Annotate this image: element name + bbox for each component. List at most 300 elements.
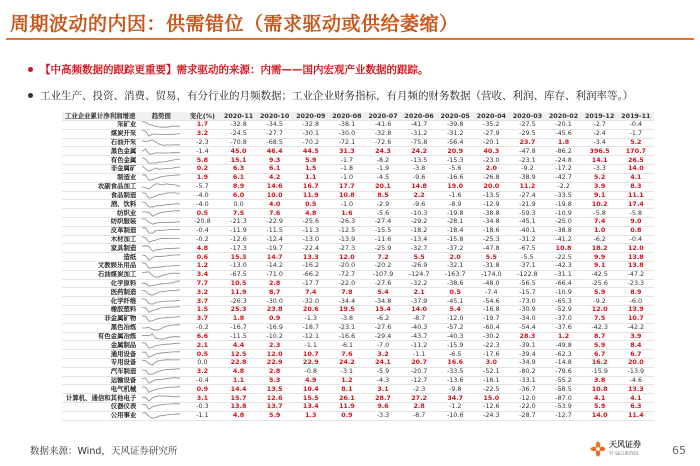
bullet-dot-icon	[28, 67, 33, 72]
value-cell: -9.6	[401, 173, 437, 182]
value-cell: -10.9	[545, 288, 581, 297]
value-cell: -22.0	[329, 279, 365, 288]
value-cell: -0.4	[618, 235, 654, 244]
value-cell: 1.1	[293, 173, 329, 182]
value-cell: -27.6	[365, 323, 401, 332]
value-cell: -9.6	[401, 200, 437, 209]
change-cell: -0.2	[184, 235, 220, 244]
change-cell: 3.7	[184, 314, 220, 323]
value-cell: -17.3	[221, 244, 257, 253]
value-cell: 10.0	[257, 191, 293, 200]
value-cell: 13.7	[257, 403, 293, 412]
value-cell: 34.7	[437, 394, 473, 403]
trend-sparkline	[138, 209, 184, 218]
trend-sparkline	[138, 323, 184, 332]
value-cell: -72.6	[365, 138, 401, 147]
value-cell: -1.3	[293, 314, 329, 323]
value-cell: -19.8	[437, 209, 473, 218]
value-cell: -23.3	[618, 279, 654, 288]
value-cell: 7.8	[329, 288, 365, 297]
value-cell: -4.3	[365, 376, 401, 385]
change-cell: -0.4	[184, 226, 220, 235]
value-cell: -16.6	[329, 332, 365, 341]
sparkline-path	[142, 369, 180, 374]
value-cell: -16.1	[473, 376, 509, 385]
value-cell: 15.1	[221, 156, 257, 165]
column-header: 2020-04	[473, 112, 509, 121]
sparkline-path	[142, 193, 180, 198]
value-cell: -70.8	[221, 138, 257, 147]
value-cell: 14.8	[401, 182, 437, 191]
value-cell: -67.5	[221, 270, 257, 279]
value-cell: -12.0	[437, 314, 473, 323]
value-cell: -41.2	[545, 235, 581, 244]
value-cell: 2.0	[473, 165, 509, 174]
value-cell: -37.1	[509, 262, 545, 271]
value-cell: -20.7	[401, 367, 437, 376]
data-source: 数据来源：Wind，天风证券研究所	[30, 446, 178, 457]
sparkline-path	[142, 413, 180, 418]
table-row	[62, 306, 654, 315]
table-row	[62, 411, 654, 420]
value-cell: 44.5	[293, 147, 329, 156]
value-cell: -10.6	[437, 411, 473, 420]
value-cell: 6.1	[257, 165, 293, 174]
value-cell: -8.2	[365, 156, 401, 165]
table-row	[62, 288, 654, 297]
value-cell: -13.9	[618, 367, 654, 376]
value-cell: -15.9	[437, 341, 473, 350]
sparkline-path	[142, 140, 180, 145]
value-cell: -27.7	[257, 129, 293, 138]
value-cell: -163.7	[437, 270, 473, 279]
value-cell: 7.6	[329, 350, 365, 359]
value-cell: 1.2	[545, 332, 581, 341]
value-cell: -52.1	[473, 367, 509, 376]
industry-name: 仪器仪表	[62, 403, 138, 412]
value-cell: 4.8	[221, 367, 257, 376]
value-cell: -2.9	[365, 200, 401, 209]
value-cell: 4.2	[257, 173, 293, 182]
value-cell: -13.5	[401, 156, 437, 165]
value-cell: 8.4	[618, 341, 654, 350]
value-cell: -19.7	[257, 244, 293, 253]
industry-name: 通用设备	[62, 350, 138, 359]
value-cell: -27.4	[365, 217, 401, 226]
value-cell: -30.0	[257, 297, 293, 306]
value-cell: -0.8	[293, 367, 329, 376]
table-row	[62, 314, 654, 323]
value-cell: 13.8	[618, 262, 654, 271]
value-cell: 14.0	[618, 165, 654, 174]
value-cell: -32.8	[221, 121, 257, 130]
value-cell: -12.7	[545, 411, 581, 420]
value-cell: -12.7	[401, 376, 437, 385]
value-cell: -40.3	[401, 323, 437, 332]
industry-name: 农副食品加工	[62, 182, 138, 191]
value-cell: -24.8	[545, 156, 581, 165]
value-cell: -45.6	[545, 129, 581, 138]
table-row	[62, 403, 654, 412]
value-cell: 12.6	[257, 394, 293, 403]
value-cell: -66.4	[545, 279, 581, 288]
sparkline-path	[142, 166, 180, 171]
sparkline-path	[142, 157, 180, 162]
value-cell: -3.3	[365, 411, 401, 420]
trend-sparkline	[138, 385, 184, 394]
value-cell: 15.3	[221, 253, 257, 262]
value-cell: 0.9	[329, 411, 365, 420]
industry-name: 电气机械	[62, 385, 138, 394]
value-cell: -40.1	[509, 226, 545, 235]
value-cell: -2.7	[582, 121, 618, 130]
value-cell: -26.3	[329, 217, 365, 226]
value-cell: 1.8	[545, 138, 581, 147]
trend-sparkline	[138, 376, 184, 385]
value-cell: 19.5	[329, 306, 365, 315]
industry-name: 专用设备	[62, 358, 138, 367]
value-cell: 4.1	[618, 173, 654, 182]
sparkline-path	[142, 343, 180, 348]
change-cell: -0.4	[184, 376, 220, 385]
industry-name: 石油煤炭加工	[62, 270, 138, 279]
value-cell: -13.5	[473, 191, 509, 200]
industry-name: 汽车制造	[62, 367, 138, 376]
value-cell: 40.3	[473, 147, 509, 156]
value-cell: 31.3	[329, 147, 365, 156]
value-cell: -41.6	[365, 121, 401, 130]
value-cell: 10.4	[293, 385, 329, 394]
value-cell: -33.5	[437, 367, 473, 376]
industry-name: 橡胶塑料	[62, 306, 138, 315]
value-cell: -3.8	[329, 314, 365, 323]
industry-name: 食品制造	[62, 191, 138, 200]
sparkline-path	[142, 254, 180, 259]
bullet-dot-icon	[28, 93, 33, 98]
value-cell: 4.4	[221, 341, 257, 350]
table-row	[62, 217, 654, 226]
value-cell: 6.1	[221, 173, 257, 182]
value-cell: 11.1	[618, 191, 654, 200]
value-cell: -38.1	[329, 121, 365, 130]
value-cell: -13.6	[437, 376, 473, 385]
industry-name: 计算机、通信和其他电子	[62, 394, 138, 403]
value-cell: 8.1	[329, 385, 365, 394]
value-cell: -20.0	[329, 262, 365, 271]
value-cell: 5.5	[473, 253, 509, 262]
value-cell: 6.7	[618, 350, 654, 359]
trend-sparkline	[138, 191, 184, 200]
value-cell: 7.4	[582, 217, 618, 226]
value-cell: -6.2	[582, 235, 618, 244]
value-cell: 2.8	[257, 367, 293, 376]
value-cell: 1.0	[582, 226, 618, 235]
table-header-row	[62, 112, 654, 121]
value-cell: -6.0	[618, 297, 654, 306]
change-cell: 3.2	[184, 288, 220, 297]
value-cell: -25.6	[582, 279, 618, 288]
value-cell: -5.8	[582, 209, 618, 218]
value-cell: -37.0	[545, 314, 581, 323]
column-header: 2020-10	[257, 112, 293, 121]
value-cell: -32.1	[437, 262, 473, 271]
value-cell: -33.1	[509, 376, 545, 385]
value-cell: -34.4	[329, 297, 365, 306]
value-cell: 45.0	[221, 147, 257, 156]
value-cell: -7.4	[473, 288, 509, 297]
industry-name: 煤炭开采	[62, 129, 138, 138]
value-cell: -42.3	[545, 262, 581, 271]
value-cell: -72.7	[329, 270, 365, 279]
industry-name: 有色金属	[62, 156, 138, 165]
value-cell: -17.7	[293, 279, 329, 288]
change-cell: -1.1	[184, 411, 220, 420]
change-cell: 0.5	[184, 350, 220, 359]
trend-sparkline	[138, 270, 184, 279]
value-cell: -10.9	[545, 209, 581, 218]
industry-name: 纺织服装	[62, 217, 138, 226]
value-cell: -72.1	[329, 138, 365, 147]
value-cell: -43.7	[401, 332, 437, 341]
table-row	[62, 191, 654, 200]
value-cell: -22.5	[545, 253, 581, 262]
value-cell: 10.5	[221, 279, 257, 288]
value-cell: 13.3	[293, 253, 329, 262]
value-cell: -80.2	[509, 367, 545, 376]
value-cell: -1.1	[293, 341, 329, 350]
table-row	[62, 367, 654, 376]
value-cell: -26.8	[473, 173, 509, 182]
value-cell: 0.9	[257, 314, 293, 323]
trend-sparkline	[138, 182, 184, 191]
table-row	[62, 147, 654, 156]
value-cell: -57.2	[437, 323, 473, 332]
table-row	[62, 182, 654, 191]
value-cell: 20.0	[618, 358, 654, 367]
value-cell: -6.1	[329, 341, 365, 350]
sparkline-path	[142, 219, 180, 224]
trend-sparkline	[138, 165, 184, 174]
value-cell: -29.2	[401, 217, 437, 226]
value-cell: -34.8	[365, 297, 401, 306]
value-cell: -39.1	[509, 341, 545, 350]
value-cell: -40.3	[437, 332, 473, 341]
value-cell: -18.6	[473, 226, 509, 235]
value-cell: 5.3	[257, 376, 293, 385]
value-cell: 10.8	[329, 191, 365, 200]
change-cell: 3.4	[184, 270, 220, 279]
value-cell: -11.9	[221, 226, 257, 235]
value-cell: -19.7	[473, 314, 509, 323]
value-cell: -34.9	[509, 358, 545, 367]
value-cell: -70.2	[293, 138, 329, 147]
value-cell: -17.6	[473, 350, 509, 359]
value-cell: 5.9	[293, 156, 329, 165]
value-cell: -37.9	[401, 297, 437, 306]
trend-sparkline	[138, 262, 184, 271]
column-header: 2020-08	[329, 112, 365, 121]
industry-name: 木材加工	[62, 235, 138, 244]
value-cell: -26.9	[401, 262, 437, 271]
value-cell: -11.5	[221, 332, 257, 341]
value-cell: -16.9	[257, 323, 293, 332]
bullet-demand	[28, 62, 429, 77]
value-cell: -1.7	[329, 156, 365, 165]
value-cell: 8.5	[365, 191, 401, 200]
value-cell: -62.3	[545, 350, 581, 359]
value-cell: -9.2	[582, 297, 618, 306]
value-cell: -16.6	[437, 173, 473, 182]
value-cell: -12.4	[257, 235, 293, 244]
table-row	[62, 244, 654, 253]
trend-sparkline	[138, 226, 184, 235]
logo-sub: TF SECURITIES	[609, 451, 639, 456]
change-cell: 3.1	[184, 394, 220, 403]
value-cell: -34.5	[257, 121, 293, 130]
value-cell: -47.8	[473, 244, 509, 253]
trend-sparkline	[138, 253, 184, 262]
value-cell: -23.1	[329, 323, 365, 332]
value-cell: -1.0	[329, 173, 365, 182]
value-cell: -21.3	[221, 217, 257, 226]
sparkline-path	[142, 395, 180, 400]
value-cell: 10.8	[545, 244, 581, 253]
value-cell: 0.0	[221, 200, 257, 209]
value-cell: 24.2	[401, 147, 437, 156]
trend-sparkline	[138, 129, 184, 138]
sparkline-path	[142, 210, 180, 215]
value-cell: -107.9	[365, 270, 401, 279]
value-cell: 396.5	[582, 147, 618, 156]
value-cell: 2.3	[257, 341, 293, 350]
value-cell: -4.6	[618, 376, 654, 385]
value-cell: 12.5	[221, 350, 257, 359]
value-cell: 22.9	[293, 358, 329, 367]
value-cell: -42.5	[582, 270, 618, 279]
change-cell: 4.8	[184, 244, 220, 253]
value-cell: -0.4	[618, 121, 654, 130]
column-header: 变化(%)	[184, 112, 220, 121]
change-cell: -4.0	[184, 191, 220, 200]
sparkline-path	[142, 202, 180, 207]
value-cell: -73.0	[509, 297, 545, 306]
industry-name: 化学纤维	[62, 297, 138, 306]
value-cell: -1.6	[437, 191, 473, 200]
value-cell: 3.9	[582, 182, 618, 191]
value-cell: -24.5	[221, 129, 257, 138]
change-cell: -2.3	[184, 138, 220, 147]
industry-name: 化学原料	[62, 279, 138, 288]
value-cell: -1.7	[618, 129, 654, 138]
value-cell: -28.7	[509, 411, 545, 420]
value-cell: 2.8	[401, 403, 437, 412]
value-cell: -5.8	[618, 209, 654, 218]
value-cell: -25.0	[545, 217, 581, 226]
value-cell: 6.0	[221, 191, 257, 200]
industry-name: 家具制造	[62, 244, 138, 253]
value-cell: -27.4	[509, 191, 545, 200]
value-cell: -20.2	[365, 262, 401, 271]
value-cell: -38.8	[473, 209, 509, 218]
sparkline-path	[142, 122, 180, 127]
value-cell: -14.8	[545, 358, 581, 367]
value-cell: 11.9	[293, 191, 329, 200]
value-cell: -20.1	[473, 138, 509, 147]
value-cell: -52.9	[545, 306, 581, 315]
value-cell: -15.8	[437, 235, 473, 244]
change-cell: -5.7	[184, 182, 220, 191]
value-cell: 0.5	[437, 288, 473, 297]
value-cell: 9.1	[582, 262, 618, 271]
value-cell: -18.7	[293, 323, 329, 332]
value-cell: -174.0	[473, 270, 509, 279]
value-cell: -1.8	[329, 165, 365, 174]
value-cell: -38.8	[545, 226, 581, 235]
trend-sparkline	[138, 314, 184, 323]
table-row	[62, 235, 654, 244]
value-cell: -47.2	[618, 270, 654, 279]
value-cell: 10.8	[582, 385, 618, 394]
value-cell: -5.9	[365, 367, 401, 376]
value-cell: -22.9	[257, 217, 293, 226]
trend-sparkline	[138, 156, 184, 165]
sparkline-path	[142, 387, 180, 392]
value-cell: -2.2	[545, 182, 581, 191]
sparkline-path	[142, 149, 180, 154]
industry-name: 黑色金属	[62, 147, 138, 156]
value-cell: 28.7	[365, 394, 401, 403]
sparkline-path	[142, 263, 180, 268]
value-cell: 15.4	[365, 306, 401, 315]
value-cell: -17.2	[545, 165, 581, 174]
column-header: 2019-11	[618, 112, 654, 121]
value-cell: -54.4	[509, 323, 545, 332]
table-row	[62, 129, 654, 138]
value-cell: -16.2	[293, 262, 329, 271]
value-cell: -9.8	[437, 385, 473, 394]
value-cell: -24.3	[473, 411, 509, 420]
value-cell: -31.2	[437, 129, 473, 138]
value-cell: -75.8	[401, 138, 437, 147]
value-cell: -22.5	[473, 385, 509, 394]
trend-sparkline	[138, 138, 184, 147]
column-header: 2020-05	[437, 112, 473, 121]
value-cell: -54.6	[473, 297, 509, 306]
value-cell: 5.5	[401, 253, 437, 262]
value-cell: -33.5	[545, 191, 581, 200]
value-cell: 20.7	[401, 358, 437, 367]
value-cell: 9.0	[618, 217, 654, 226]
value-cell: 9.9	[582, 253, 618, 262]
value-cell: 8.7	[582, 332, 618, 341]
sparkline-path	[142, 325, 180, 330]
value-cell: 5.4	[437, 306, 473, 315]
industry-name: 医药制造	[62, 288, 138, 297]
trend-sparkline	[138, 306, 184, 315]
value-cell: 16.6	[437, 358, 473, 367]
value-cell: -5.6	[437, 165, 473, 174]
change-cell: 2.1	[184, 341, 220, 350]
change-cell: 5.8	[184, 156, 220, 165]
value-cell: -2.3	[401, 385, 437, 394]
value-cell: -56.5	[509, 279, 545, 288]
value-cell: -6.2	[365, 314, 401, 323]
value-cell: -15.3	[437, 156, 473, 165]
value-cell: 4.8	[221, 411, 257, 420]
value-cell: 26.1	[329, 394, 365, 403]
value-cell: -39.8	[437, 121, 473, 130]
value-cell: 3.2	[365, 350, 401, 359]
